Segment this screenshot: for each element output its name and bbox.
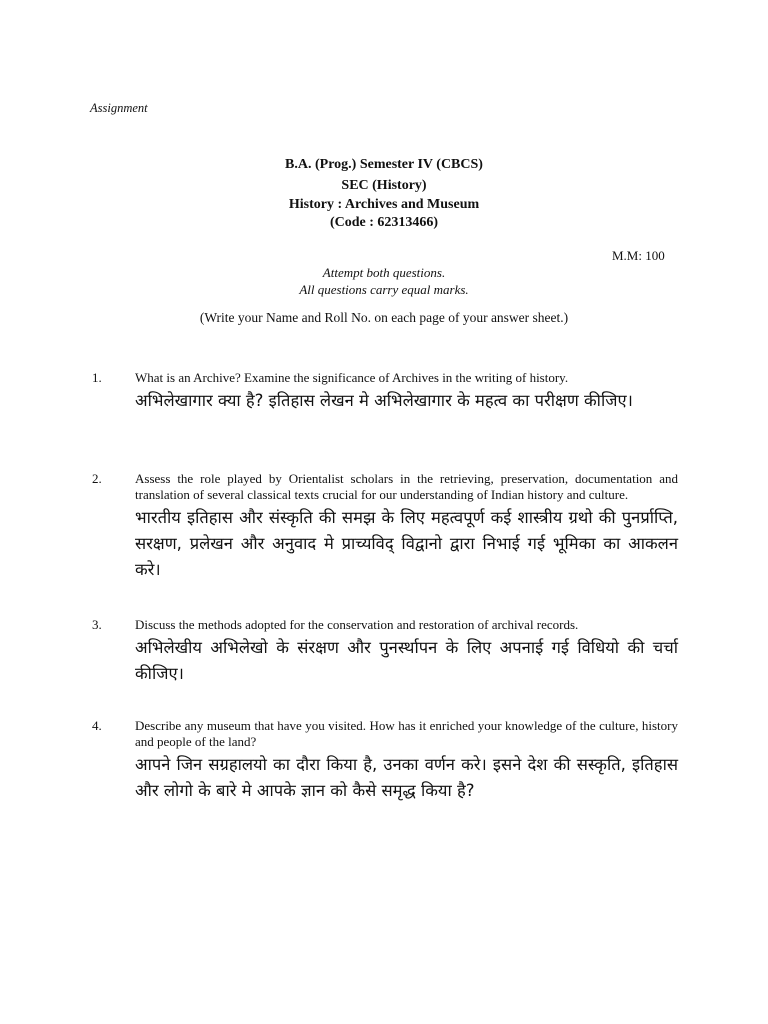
instruction-line-2: All questions carry equal marks.: [299, 282, 469, 297]
question-number: 1.: [92, 370, 102, 385]
question-text-hindi: भारतीय इतिहास और संस्कृति की समझ के लिए महत्वपूर्ण कई शास्त्रीय ग्रथो की पुनर्प्राप्ति, सरक्षण, प्रलेखन और अनुवाद मे प्राच्यविद् विद्वानो द्वारा निभाई गई भूमिका का आकलन करे।: [135, 508, 678, 579]
question-body: [135, 718, 678, 804]
question-body: [135, 471, 678, 583]
question-text-english: Describe any museum that have you visited. How has it enriched your knowledge of the culture, history and people of the land?: [135, 718, 678, 749]
question-text-hindi: अभिलेखागार क्या है? इतिहास लेखन मे अभिलेखागार के महत्व का परीक्षण कीजिए।: [135, 391, 633, 410]
question-text-hindi: आपने जिन सग्रहालयो का दौरा किया है, उनका वर्णन करे। इसने देश की सस्कृति, इतिहास और लोगो के बारे मे आपके ज्ञान को कैसे समृद्ध किया है?: [135, 755, 678, 800]
assignment-label: Assignment: [90, 101, 148, 115]
paper-title: History : Archives and Museum: [288, 197, 480, 212]
course-title: B.A. (Prog.) Semester IV (CBCS): [285, 157, 483, 172]
paper-code: (Code : 62313466): [329, 215, 439, 230]
course-subtitle: SEC (History): [341, 178, 427, 193]
answer-sheet-note: (Write your Name and Roll No. on each page of your answer sheet.): [199, 310, 569, 325]
question-text-english: Discuss the methods adopted for the conservation and restoration of archival records.: [135, 617, 579, 632]
question-text-english: What is an Archive? Examine the significance of Archives in the writing of history.: [135, 370, 569, 385]
question-number: 3.: [92, 617, 102, 632]
question-body: [135, 617, 678, 687]
max-marks: M.M: 100: [612, 248, 665, 263]
question-text-hindi: अभिलेखीय अभिलेखो के संरक्षण और पुनर्स्थापन के लिए अपनाई गई विधियो की चर्चा कीजिए।: [135, 638, 678, 683]
question-number: 2.: [92, 471, 102, 486]
question-text-english: Assess the role played by Orientalist scholars in the retrieving, preservation, documentation and translation of several classical texts crucial for our understanding of Indian history and culture.: [135, 471, 678, 502]
question-body: [135, 370, 678, 414]
instruction-line-1: Attempt both questions.: [322, 265, 446, 280]
question-number: 4.: [92, 718, 102, 733]
